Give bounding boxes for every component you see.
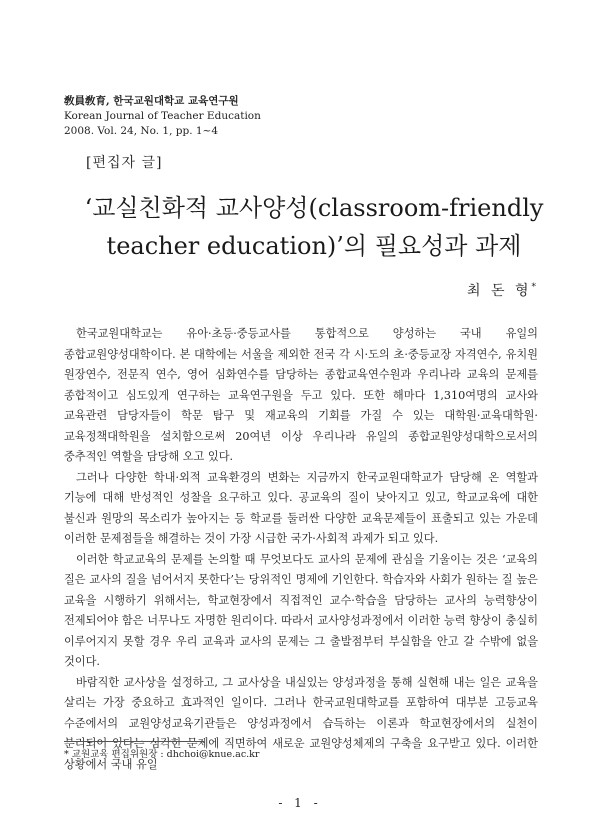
body-paragraph: 한국교원대학교는 유아·초등·중등교사를 통합적으로 양성하는 국내 유일의 종합교원양성대학이다. 본 대학에는 서울을 제외한 전국 각 시·도의 초·중등교장 자격연수, 유치원 원장연수, 전문직 연수, 영어 심화연수를 담당하는 종합교육연수원과 우리나라 교육의 문제를 종합적이고 심도있게 연구하는 교육연구원을 두고 있다. 또한 해마다 1,310여명의 교사와 교육관련 담당자들이 학문 탐구 및 재교육의 기회를 가질 수 있는 대학원·교육대학원·교육정책대학원을 설치함으로써 20여년 이상 우리나라 유일의 종합교원양성대학으로서의 중추적인 역할을 담당해 오고 있다. — [64, 327, 538, 463]
body-paragraph: 이러한 학교교육의 문제를 논의할 때 무엇보다도 교사의 문제에 관심을 기울이는 것은 ‘교육의 질은 교사의 질을 넘어서지 못한다’는 당위적인 명제에 기인한다. 학습자와 사회가 원하는 질 높은 교육을 시행하기 위해서는, 학교현장에서 직접적인 교수·학습을 담당하는 교사의 능력향상이 전제되어야 함은 너무나도 자명한 원리이다. 따라서 교사양성과정에서 이러한 능력 향상이 충실히 이루어지지 못할 경우 우리 교육과 교사의 문제는 그 출발점부터 부실함을 안고 갈 수밖에 없을 것이다. — [64, 552, 538, 668]
footnote: * 교원교육 편집위원장 : dhchoi@knue.ac.kr — [64, 749, 260, 760]
journal-volume-info: 2008. Vol. 24, No. 1, pp. 1~4 — [64, 125, 219, 137]
page-number: - 1 - — [278, 796, 322, 810]
journal-name: 敎員敎育, 한국교원대학교 교육연구원 — [64, 95, 239, 107]
article-category: [편집자 글] — [86, 155, 163, 171]
body-paragraph: 바람직한 교사상을 설정하고, 그 교사상을 내실있는 양성과정을 통해 실현해 내는 일은 교육을 살리는 가장 중요하고 효과적인 일이다. 그러나 한국교원대학교를 포함하여 대부분 고등교육 수준에서의 교원양성교육기관들은 양성과정에서 습득하는 이론과 학교현장에서의 실천이 분리되어 있다는 심각한 문제에 직면하여 새로운 교원양성체제의 구축을 요구받고 있다. 이러한 상황에서 국내 유일 — [64, 675, 538, 771]
article-title-line-2: teacher education)’의 필요성과 과제 — [106, 232, 522, 260]
footnote-divider — [64, 741, 204, 742]
journal-header — [64, 94, 261, 139]
author — [467, 280, 536, 300]
journal-english-name: Korean Journal of Teacher Education — [64, 110, 261, 122]
article-body — [64, 324, 538, 775]
article-title-line-1: ‘교실친화적 교사양성(classroom-friendly — [84, 194, 544, 222]
author-footnote-mark: * — [531, 282, 536, 293]
author-name: 최 돈 형 — [467, 283, 532, 299]
body-paragraph: 그러나 다양한 학내·외적 교육환경의 변화는 지금까지 한국교원대학교가 담당해 온 역할과 기능에 대해 반성적인 성찰을 요구하고 있다. 공교육의 질이 낮아지고 있고, 학교교육에 대한 불신과 원망의 목소리가 높아지는 등 학교를 둘러싼 다양한 교육문제들이 표출되고 있는 가운데 이러한 문제점들을 해결하는 것이 가장 시급한 국가·사회적 과제가 되고 있다. — [64, 470, 538, 545]
